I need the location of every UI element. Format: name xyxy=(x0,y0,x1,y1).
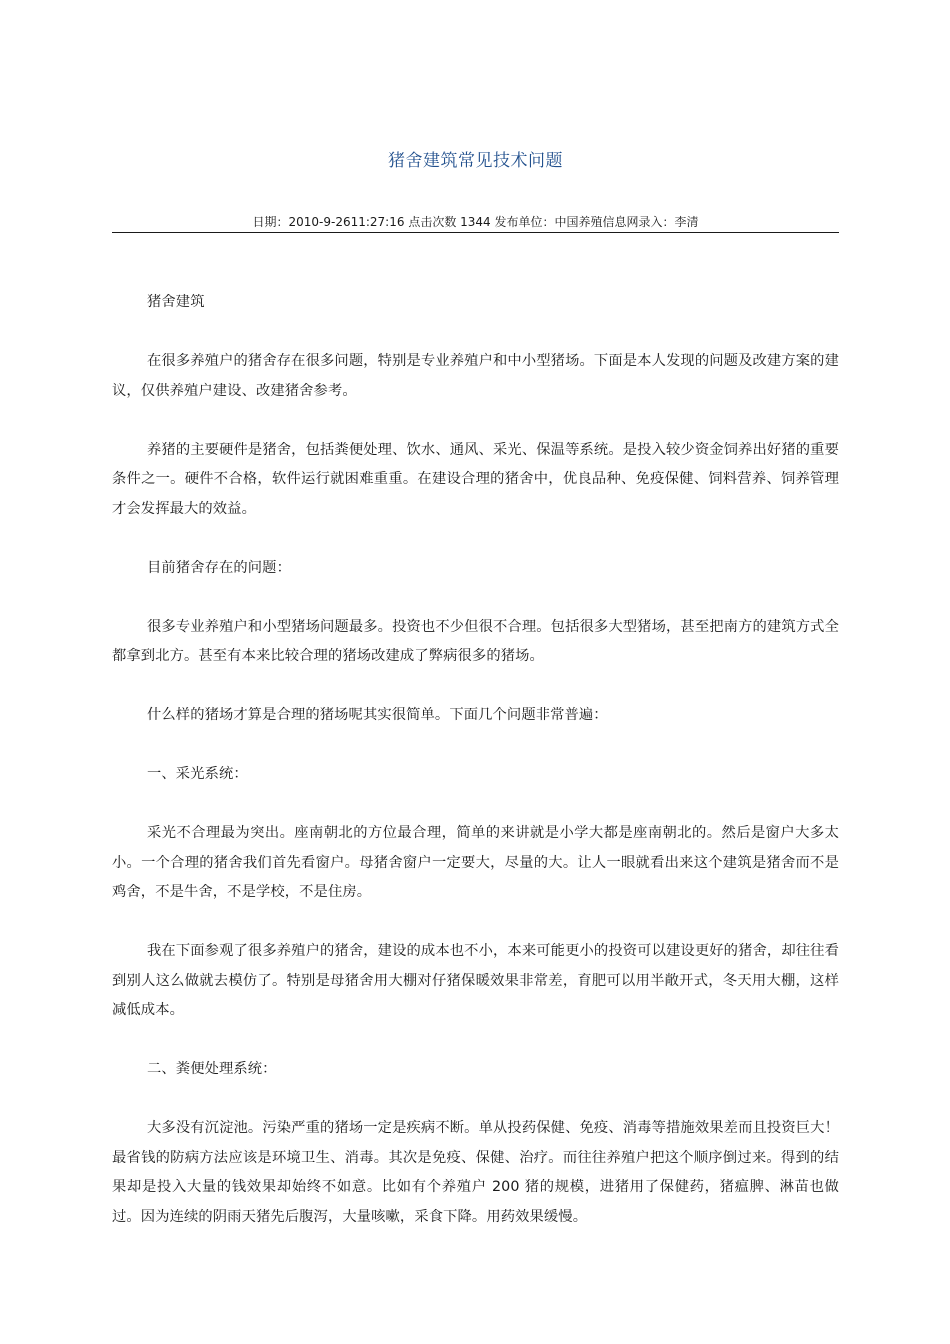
paragraph: 在很多养殖户的猪舍存在很多问题，特别是专业养殖户和中小型猪场。下面是本人发现的问题及改建方案的建议，仅供养殖户建设、改建猪舍参考。 xyxy=(112,353,839,399)
section-heading: 目前猪舍存在的问题： xyxy=(147,559,291,576)
paragraph: 大多没有沉淀池。污染严重的猪场一定是疾病不断。单从投药保健、免疫、消毒等措施效果差而且投资巨大！最省钱的防病方法应该是环境卫生、消毒。其次是免疫、保健、治疗。而往往养殖户把这个顺序倒过来。得到的结果却是投入大量的钱效果却始终不如意。比如有个养殖户 200 猪的规模，进猪用了保健药，猪瘟脾、淋苗也做过。因为连续的阴雨天猪先后腹泻，大量咳嗽，采食下降。用药效果缓慢。 xyxy=(112,1120,839,1225)
paragraph: 我在下面参观了很多养殖户的猪舍，建设的成本也不小，本来可能更小的投资可以建设更好的猪舍，却往往看到别人这么做就去模仿了。特别是母猪舍用大棚对仔猪保暖效果非常差，育肥可以用半敞开式，冬天用大棚，这样减低成本。 xyxy=(112,943,839,1018)
section-heading: 一、采光系统： xyxy=(147,766,248,782)
section-heading: 猪舍建筑 xyxy=(147,294,205,310)
paragraph: 养猪的主要硬件是猪舍，包括粪便处理、饮水、通风、采光、保温等系统。是投入较少资金饲养出好猪的重要条件之一。硬件不合格，软件运行就困难重重。在建设合理的猪舍中，优良品种、免疫保健、饲料营养、饲养管理才会发挥最大的效益。 xyxy=(112,441,839,517)
paragraph: 很多专业养殖户和小型猪场问题最多。投资也不少但很不合理。包括很多大型猪场，甚至把南方的建筑方式全都拿到北方。甚至有本来比较合理的猪场改建成了弊病很多的猪场。 xyxy=(112,618,839,664)
paragraph: 采光不合理最为突出。座南朝北的方位最合理，简单的来讲就是小学大都是座南朝北的。然后是窗户大多太小。一个合理的猪舍我们首先看窗户。母猪舍窗户一定要大，尽量的大。让人一眼就看出来这个建筑是猪舍而不是鸡舍，不是牛舍，不是学校，不是住房。 xyxy=(112,825,839,900)
document-page xyxy=(112,0,839,1344)
section-heading: 二、粪便处理系统： xyxy=(147,1061,277,1077)
paragraph: 什么样的猪场才算是合理的猪场呢其实很简单。下面几个问题非常普遍： xyxy=(147,707,608,723)
document-title: 猪舍建筑常见技术问题 xyxy=(388,151,563,171)
article-meta-line: 日期：2010-9-2611:27:16 点击次数 1344 发布单位：中国养殖信息网录入：李清 xyxy=(112,214,839,233)
article-body xyxy=(112,288,839,1262)
